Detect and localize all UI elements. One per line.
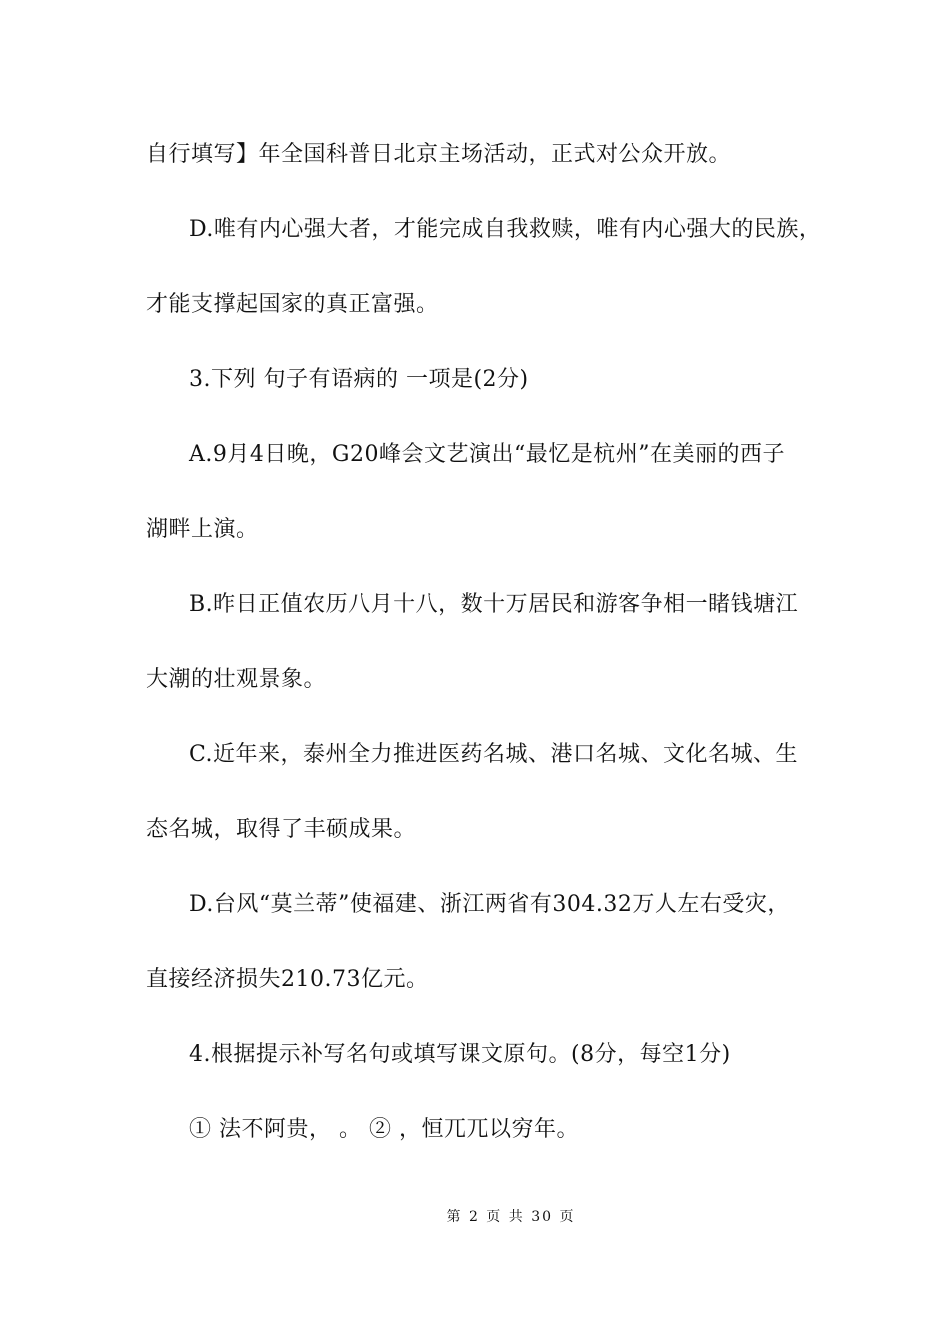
option-a-line-1: A.9月4日晚，G20峰会文艺演出“最忆是杭州”在美丽的西子 [189,442,785,467]
page-footer: 第 2 页 共 30 页 [446,1209,576,1225]
option-c-line-2: 态名城，取得了丰硕成果。 [146,817,417,842]
option-d-line-1: D.唯有内心强大者，才能完成自我救赎，唯有内心强大的民族， [189,217,822,242]
option-d2-line-2: 直接经济损失210.73亿元。 [146,967,429,992]
question-3: 3.下列 句子有语病的 一项是(2分) [189,367,529,392]
option-d2-line-1: D.台风“莫兰蒂”使福建、浙江两省有304.32万人左右受灾， [189,892,790,917]
option-d-line-2: 才能支撑起国家的真正富强。 [146,292,439,317]
fill-blank-line: ① 法不阿贵， 。 ② ，恒兀兀以穷年。 [189,1117,579,1142]
option-b-line-1: B.昨日正值农历八月十八，数十万居民和游客争相一睹钱塘江 [189,592,799,617]
option-b-line-2: 大潮的壮观景象。 [146,667,327,692]
question-4: 4.根据提示补写名句或填写课文原句。(8分，每空1分) [189,1042,731,1067]
option-a-line-2: 湖畔上演。 [146,517,259,542]
option-c-line-1: C.近年来，泰州全力推进医药名城、港口名城、文化名城、生 [189,742,799,767]
text-line-1: 自行填写】年全国科普日北京主场活动，正式对公众开放。 [146,142,732,167]
